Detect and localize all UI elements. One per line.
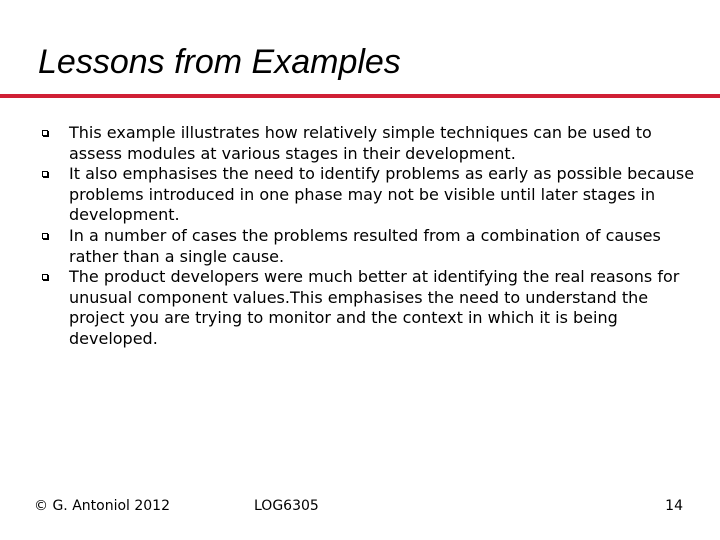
slide-title: Lessons from Examples	[38, 43, 401, 81]
footer-copyright: © G. Antoniol 2012	[34, 498, 171, 514]
footer-course-code: LOG6305	[254, 498, 319, 514]
footer-page-number: 14	[665, 498, 683, 514]
square-bullet-icon	[42, 130, 48, 136]
bullet-list	[38, 123, 698, 350]
square-bullet-icon	[42, 171, 48, 177]
bullet-item	[38, 226, 698, 267]
bullet-text: It also emphasises the need to identify problems as early as possible because problems introduced in one phase may not be visible until later stages in development.	[69, 164, 695, 225]
bullet-text: This example illustrates how relatively simple techniques can be used to assess modules at various stages in their development.	[69, 123, 652, 163]
square-bullet-icon	[42, 233, 48, 239]
bullet-item	[38, 123, 698, 164]
square-bullet-icon	[42, 274, 48, 280]
title-divider	[0, 94, 720, 98]
bullet-item	[38, 164, 698, 226]
bullet-text: The product developers were much better at identifying the real reasons for unusual component values.This emphasises the need to understand the project you are trying to monitor and the context in which it is being developed.	[69, 267, 680, 348]
bullet-item	[38, 267, 698, 349]
bullet-text: In a number of cases the problems resulted from a combination of causes rather than a single cause.	[69, 225, 661, 266]
